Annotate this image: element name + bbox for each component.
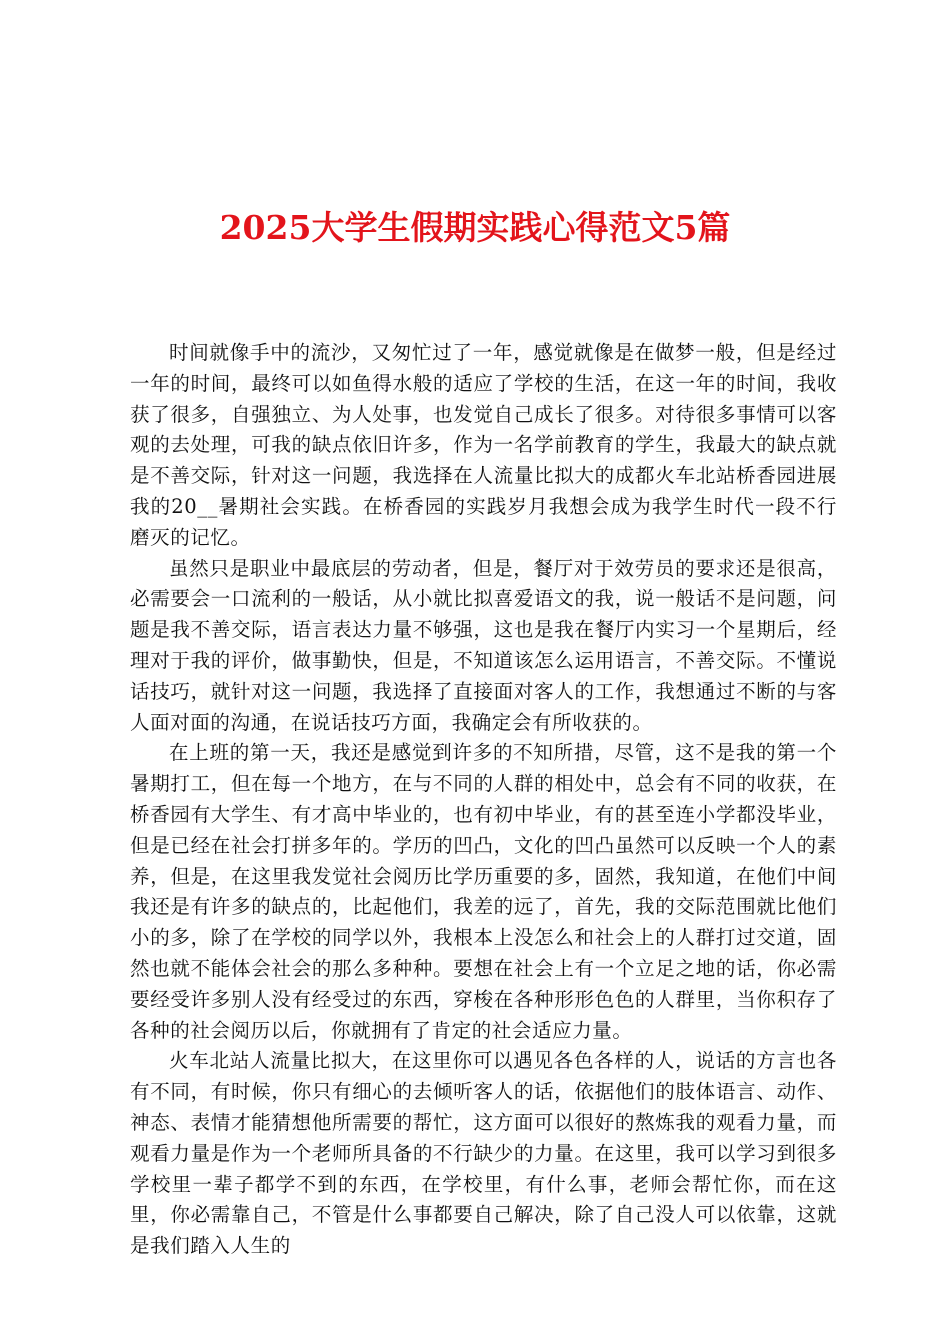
document-body	[130, 338, 837, 1262]
paragraph-4: 火车北站人流量比拟大，在这里你可以遇见各色各样的人，说话的方言也各有不同，有时候，你只有细心的去倾听客人的话，依据他们的肢体语言、动作、神态、表情才能猜想他所需要的帮忙，这方面可以很好的熬炼我的观看力量，而观看力量是作为一个老师所具备的不行缺少的力量。在这里，我可以学习到很多学校里一辈子都学不到的东西，在学校里，有什么事，老师会帮忙你，而在这里，你必需靠自己，不管是什么事都要自己解决，除了自己没人可以依靠，这就是我们踏入人生的	[130, 1049, 837, 1258]
document-title: 2025大学生假期实践心得范文5篇	[219, 208, 731, 247]
paragraph-1: 时间就像手中的流沙，又匆忙过了一年，感觉就像是在做梦一般，但是经过一年的时间，最终可以如鱼得水般的适应了学校的生活，在这一年的时间，我收获了很多，自强独立、为人处事，也发觉自己成长了很多。对待很多事情可以客观的去处理，可我的缺点依旧许多，作为一名学前教育的学生，我最大的缺点就是不善交际，针对这一问题，我选择在人流量比拟大的成都火车北站桥香园进展我的20__暑期社会实践。在桥香园的实践岁月我想会成为我学生时代一段不行磨灭的记忆。	[130, 341, 837, 549]
paragraph-2: 虽然只是职业中最底层的劳动者，但是，餐厅对于效劳员的要求还是很高，必需要会一口流利的一般话，从小就比拟喜爱语文的我，说一般话不是问题，问题是我不善交际，语言表达力量不够强，这也是我在餐厅内实习一个星期后，经理对于我的评价，做事勤快，但是，不知道该怎么运用语言，不善交际。不懂说话技巧，就针对这一问题，我选择了直接面对客人的工作，我想通过不断的与客人面对面的沟通，在说话技巧方面，我确定会有所收获的。	[130, 556, 837, 734]
paragraph-3: 在上班的第一天，我还是感觉到许多的不知所措，尽管，这不是我的第一个暑期打工，但在每一个地方，在与不同的人群的相处中，总会有不同的收获，在桥香园有大学生、有才高中毕业的，也有初中毕业，有的甚至连小学都没毕业，但是已经在社会打拼多年的。学历的凹凸，文化的凹凸虽然可以反映一个人的素养，但是，在这里我发觉社会阅历比学历重要的多，固然，我知道，在他们中间我还是有许多的缺点的，比起他们，我差的远了，首先，我的交际范围就比他们小的多，除了在学校的同学以外，我根本上没怎么和社会上的人群打过交道，固然也就不能体会社会的那么多种种。要想在社会上有一个立足之地的话，你必需要经受许多别人没有经受过的东西，穿梭在各种形形色色的人群里，当你积存了各种的社会阅历以后，你就拥有了肯定的社会适应力量。	[130, 741, 837, 1042]
